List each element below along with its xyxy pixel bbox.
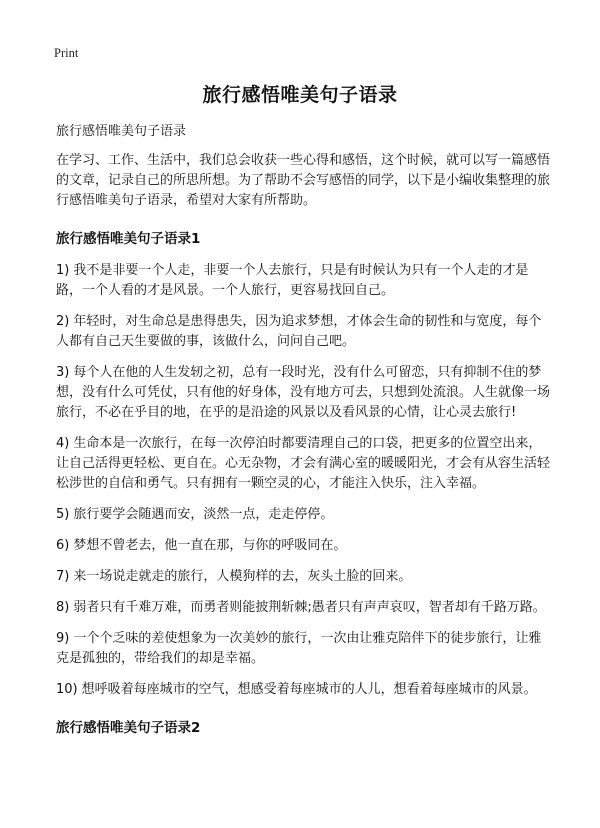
article-subtitle: 旅行感悟唯美句子语录 xyxy=(56,124,187,139)
list-item xyxy=(56,629,552,669)
item-text: 每个人在他的人生发轫之初，总有一段时光，没有什么可留恋，只有抑制不住的梦想，没有什么可凭仗，只有他的好身体，没有地方可去，只想到处流浪。人生就像一场旅行，不必在乎目的地，在乎的是沿途的风景以及看风景的心情，让心灵去旅行! xyxy=(56,365,551,420)
section-heading-1: 旅行感悟唯美句子语录1 xyxy=(56,231,201,247)
item-number: 10) xyxy=(56,682,78,697)
list-item xyxy=(56,505,552,525)
article-body xyxy=(56,122,552,750)
item-text: 生命本是一次旅行，在每一次停泊时都要清理自己的口袋，把更多的位置空出来，让自己活得更轻松、更自在。心无杂物，才会有满心室的暖暖阳光，才会有从容生活轻松涉世的自信和勇气。只有拥有一颗空灵的心，才能注入快乐，注入幸福。 xyxy=(56,436,551,491)
list-item xyxy=(56,434,552,494)
item-text: 年轻时，对生命总是患得患失，因为追求梦想，才体会生命的韧性和与宽度，每个人都有自己天生要做的事，该做什么，问问自己吧。 xyxy=(56,314,542,349)
item-number: 3) xyxy=(56,365,70,380)
list-item xyxy=(56,363,552,423)
item-number: 1) xyxy=(56,263,70,278)
list-item xyxy=(56,261,552,301)
list-item xyxy=(56,312,552,352)
item-text: 梦想不曾老去，他一直在那，与你的呼吸同在。 xyxy=(73,538,347,553)
item-number: 9) xyxy=(56,631,70,646)
item-text: 想呼吸着每座城市的空气，想感受着每座城市的人儿，想看着每座城市的风景。 xyxy=(81,682,537,697)
section-heading-2: 旅行感悟唯美句子语录2 xyxy=(56,720,201,736)
item-number: 2) xyxy=(56,314,70,329)
item-text: 旅行要学会随遇而安，淡然一点，走走停停。 xyxy=(73,507,334,522)
item-number: 6) xyxy=(56,538,70,553)
item-text: 弱者只有千难万难，而勇者则能披荆斩棘;愚者只有声声哀叹，智者却有千路万路。 xyxy=(73,600,546,615)
intro-paragraph: 在学习、工作、生活中，我们总会收获一些心得和感悟，这个时候，就可以写一篇感悟的文章，记录自己的所思所想。为了帮助不会写感悟的同学，以下是小编收集整理的旅行感悟唯美句子语录，希望对大家有所帮助。 xyxy=(56,153,551,208)
item-text: 我不是非要一个人走，非要一个人去旅行，只是有时候认为只有一个人走的才是路，一个人看的才是风景。一个人旅行，更容易找回自己。 xyxy=(56,263,529,298)
list-item xyxy=(56,680,552,700)
list-item xyxy=(56,598,552,618)
item-number: 8) xyxy=(56,600,70,615)
item-text: 一个个乏味的差使想象为一次美妙的旅行，一次由让雅克陪伴下的徒步旅行，让雅克是孤独的，带给我们的却是幸福。 xyxy=(56,631,542,666)
list-item xyxy=(56,536,552,556)
item-text: 来一场说走就走的旅行，人模狗样的去，灰头土脸的回来。 xyxy=(73,569,412,584)
item-number: 7) xyxy=(56,569,70,584)
print-link[interactable]: Print xyxy=(54,46,79,60)
list-item xyxy=(56,567,552,587)
item-number: 4) xyxy=(56,436,70,451)
page-title: 旅行感悟唯美句子语录 xyxy=(202,84,398,106)
item-number: 5) xyxy=(56,507,70,522)
